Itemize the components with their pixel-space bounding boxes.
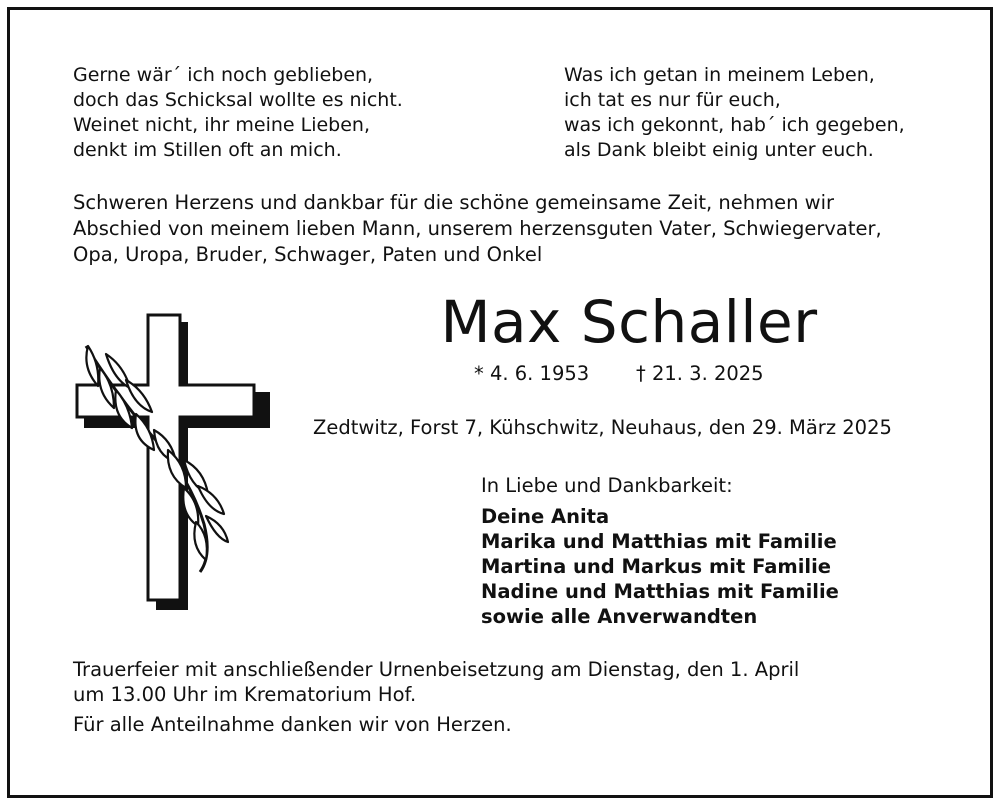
thanks-line: Für alle Anteilnahme danken wir von Herzen. [73,713,512,736]
verse-right [564,63,905,163]
intro-line: Schweren Herzens und dankbar für die schöne gemeinsame Zeit, nehmen wir [73,191,835,214]
verse-line: Gerne wär´ ich noch geblieben, [73,64,374,86]
family-member: Martina und Markus mit Familie [481,555,832,578]
verse-line: als Dank bleibt einig unter euch. [564,139,874,161]
funeral-line: Trauerfeier mit anschließender Urnenbeisetzung am Dienstag, den 1. April [73,658,800,681]
verse-line: Was ich getan in meinem Leben, [564,64,875,86]
verse-line: Weinet nicht, ihr meine Lieben, [73,114,371,136]
verse-line: ich tat es nur für euch, [564,89,781,111]
verse-line: denkt im Stillen oft an mich. [73,139,342,161]
verse-line: was ich gekonnt, hab´ ich gegeben, [564,114,905,136]
family-member: Nadine und Matthias mit Familie [481,580,839,603]
family-member: Marika und Matthias mit Familie [481,530,837,553]
verse-line: doch das Schicksal wollte es nicht. [73,89,403,111]
funeral-info [73,657,799,707]
intro-line: Abschied von meinem lieben Mann, unserem herzensguten Vater, Schwiegervater, [73,217,882,240]
deceased-name: Max Schaller [440,288,818,356]
place-and-date: Zedtwitz, Forst 7, Kühschwitz, Neuhaus, den 29. März 2025 [313,416,892,439]
family-member: sowie alle Anverwandten [481,605,758,628]
intro-line: Opa, Uropa, Bruder, Schwager, Paten und Onkel [73,243,543,266]
family-member: Deine Anita [481,505,610,528]
intro-text [73,190,882,268]
family-list [481,504,839,629]
love-line: In Liebe und Dankbarkeit: [481,474,733,497]
birth-date: * 4. 6. 1953 [474,362,590,385]
verse-left [73,63,403,163]
death-date: † 21. 3. 2025 [636,362,764,385]
funeral-line: um 13.00 Uhr im Krematorium Hof. [73,683,417,706]
